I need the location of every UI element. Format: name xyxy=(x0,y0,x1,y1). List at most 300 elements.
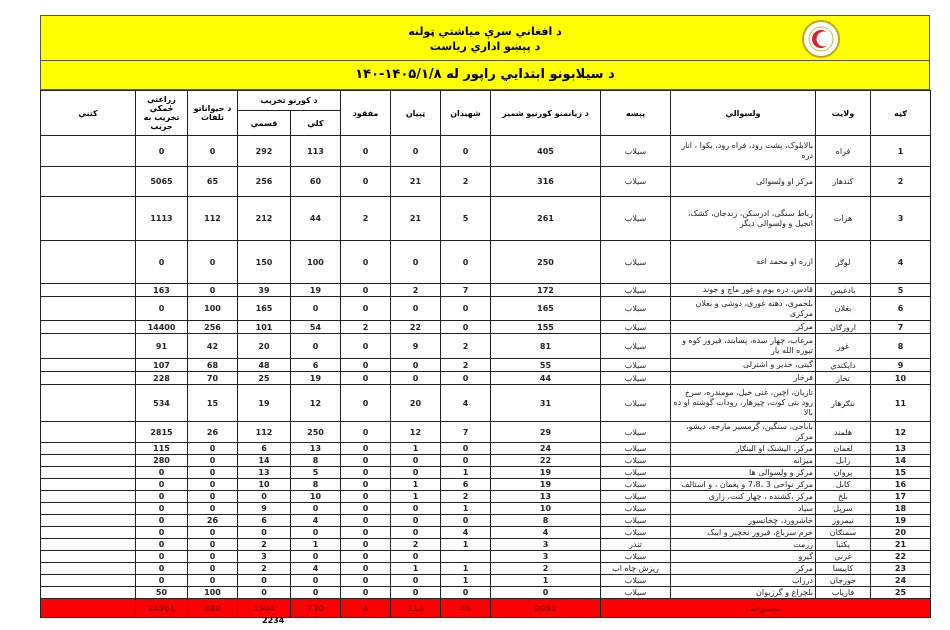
cell-n: 18 xyxy=(871,503,931,515)
cell-families: 29 xyxy=(491,422,601,443)
report-title: د سيلابونو ابتدايي راپور له ۱۴۰۵/۱/۸-۱۴۰ xyxy=(40,61,930,90)
cell-province: فاریاب xyxy=(816,587,871,599)
cell-agri: 0 xyxy=(136,503,188,515)
cell-injured: 0 xyxy=(391,575,441,587)
col-martyrs: شهيدان xyxy=(441,91,491,136)
cell-martyrs: 0 xyxy=(441,587,491,599)
cell-district: بالابلوک، پشت رود، فراه رود، بکوا ، انار دره xyxy=(671,136,816,167)
col-province: ولايت xyxy=(816,91,871,136)
table-row xyxy=(41,197,931,241)
cell-missing: 0 xyxy=(341,385,391,422)
cell-district: میزانه xyxy=(671,455,816,467)
cell-agri: 280 xyxy=(136,455,188,467)
cell-province: غور xyxy=(816,334,871,359)
cell-notes xyxy=(41,551,136,563)
cell-livestock: 26 xyxy=(188,515,238,527)
cell-families: 55 xyxy=(491,359,601,372)
cell-agri: 0 xyxy=(136,136,188,167)
cell-district: گیرو xyxy=(671,551,816,563)
total-row xyxy=(41,599,931,618)
cell-district: گیتی، خدیر و اشترلی xyxy=(671,359,816,372)
cell-full: 0 xyxy=(291,334,341,359)
cell-martyrs: 4 xyxy=(441,385,491,422)
cell-district: مرکز ،کشنده ، چهار کنت، زاری xyxy=(671,491,816,503)
cell-n: 1 xyxy=(871,136,931,167)
cell-missing: 0 xyxy=(341,167,391,197)
cell-province: لوګر xyxy=(816,241,871,284)
cell-n: 15 xyxy=(871,467,931,479)
cell-families: 81 xyxy=(491,334,601,359)
cell-injured: 2 xyxy=(391,284,441,297)
cell-n: 19 xyxy=(871,515,931,527)
cell-families: 31 xyxy=(491,385,601,422)
cell-province: کابل xyxy=(816,479,871,491)
cell-families: 250 xyxy=(491,241,601,284)
cell-partial: 19 xyxy=(238,385,291,422)
cell-full: 19 xyxy=(291,284,341,297)
total-families: 2092 xyxy=(491,599,601,618)
cell-full: 12 xyxy=(291,385,341,422)
cell-families: 44 xyxy=(491,372,601,385)
total-martyrs: 46 xyxy=(441,599,491,618)
cell-n: 5 xyxy=(871,284,931,297)
cell-partial: 13 xyxy=(238,467,291,479)
cell-families: 10 xyxy=(491,503,601,515)
cell-missing: 0 xyxy=(341,515,391,527)
cell-livestock: 100 xyxy=(188,587,238,599)
cell-missing: 2 xyxy=(341,321,391,334)
col-notes: کتني xyxy=(41,91,136,136)
cell-missing: 0 xyxy=(341,563,391,575)
red-crescent-logo-icon xyxy=(801,19,841,59)
cell-livestock: 0 xyxy=(188,575,238,587)
cell-agri: 0 xyxy=(136,527,188,539)
cell-injured: 0 xyxy=(391,503,441,515)
cell-livestock: 0 xyxy=(188,563,238,575)
cell-injured: 1 xyxy=(391,479,441,491)
cell-district: درزاب xyxy=(671,575,816,587)
cell-notes xyxy=(41,443,136,455)
table-row xyxy=(41,334,931,359)
cell-martyrs: 0 xyxy=(441,321,491,334)
table-row xyxy=(41,297,931,321)
cell-missing: 0 xyxy=(341,503,391,515)
cell-notes xyxy=(41,467,136,479)
cell-district: فرخار xyxy=(671,372,816,385)
cell-event: سیلاب xyxy=(601,167,671,197)
cell-province: بادغیس xyxy=(816,284,871,297)
cell-partial: 20 xyxy=(238,334,291,359)
cell-notes xyxy=(41,334,136,359)
cell-province: سمنګان xyxy=(816,527,871,539)
cell-full: 44 xyxy=(291,197,341,241)
cell-missing: 0 xyxy=(341,136,391,167)
cell-injured: 1 xyxy=(391,443,441,455)
cell-partial: 150 xyxy=(238,241,291,284)
cell-livestock: 0 xyxy=(188,136,238,167)
cell-partial: 10 xyxy=(238,479,291,491)
cell-injured: 9 xyxy=(391,334,441,359)
table-row xyxy=(41,503,931,515)
cell-district: رباط سنگی، ادرسکن، زندجان، کشک، انجیل و ولسوالی دیگر xyxy=(671,197,816,241)
cell-full: 5 xyxy=(291,467,341,479)
cell-full: 54 xyxy=(291,321,341,334)
col-agri: زراعتي ځمکي تخريب به جريب xyxy=(136,91,188,136)
cell-agri: 0 xyxy=(136,491,188,503)
cell-injured: 2 xyxy=(391,539,441,551)
col-number: ګڼه xyxy=(871,91,931,136)
table-row xyxy=(41,587,931,599)
cell-full: 4 xyxy=(291,563,341,575)
cell-event: سیلاب xyxy=(601,587,671,599)
table-row xyxy=(41,491,931,503)
cell-martyrs: 1 xyxy=(441,503,491,515)
cell-n: 12 xyxy=(871,422,931,443)
cell-partial: 0 xyxy=(238,587,291,599)
cell-province: لغمان xyxy=(816,443,871,455)
cell-district: خرم سرباغ، فیروز نخچیر و ایبک xyxy=(671,527,816,539)
cell-agri: 0 xyxy=(136,539,188,551)
flood-report-table xyxy=(40,90,931,618)
cell-injured: 0 xyxy=(391,372,441,385)
cell-agri: 115 xyxy=(136,443,188,455)
cell-livestock: 0 xyxy=(188,539,238,551)
cell-notes xyxy=(41,167,136,197)
cell-n: 7 xyxy=(871,321,931,334)
cell-missing: 0 xyxy=(341,479,391,491)
cell-martyrs: 7 xyxy=(441,422,491,443)
cell-families: 261 xyxy=(491,197,601,241)
cell-district: ازره او محمد اغه xyxy=(671,241,816,284)
table-row xyxy=(41,136,931,167)
cell-injured: 0 xyxy=(391,515,441,527)
cell-agri: 0 xyxy=(136,551,188,563)
cell-n: 9 xyxy=(871,359,931,372)
cell-partial: 112 xyxy=(238,422,291,443)
cell-partial: 2 xyxy=(238,539,291,551)
cell-martyrs: 5 xyxy=(441,197,491,241)
cell-notes xyxy=(41,455,136,467)
cell-agri: 91 xyxy=(136,334,188,359)
cell-injured: 22 xyxy=(391,321,441,334)
cell-province: ننګرهار xyxy=(816,385,871,422)
cell-notes xyxy=(41,491,136,503)
cell-province: کاپیسا xyxy=(816,563,871,575)
cell-province: فراه xyxy=(816,136,871,167)
cell-event: سیلاب xyxy=(601,334,671,359)
table-row xyxy=(41,527,931,539)
cell-full: 0 xyxy=(291,575,341,587)
cell-missing: 0 xyxy=(341,455,391,467)
cell-families: 1 xyxy=(491,575,601,587)
cell-livestock: 0 xyxy=(188,467,238,479)
cell-agri: 163 xyxy=(136,284,188,297)
cell-livestock: 0 xyxy=(188,284,238,297)
cell-livestock: 42 xyxy=(188,334,238,359)
cell-partial: 9 xyxy=(238,503,291,515)
total-livestock: 880 xyxy=(188,599,238,618)
cell-agri: 0 xyxy=(136,241,188,284)
cell-event: تندر xyxy=(601,539,671,551)
cell-event: سیلاب xyxy=(601,385,671,422)
cell-martyrs: 0 xyxy=(441,515,491,527)
cell-families: 2 xyxy=(491,563,601,575)
cell-n: 20 xyxy=(871,527,931,539)
cell-n: 23 xyxy=(871,563,931,575)
cell-province: کندهار xyxy=(816,167,871,197)
cell-martyrs: 2 xyxy=(441,167,491,197)
cell-full: 113 xyxy=(291,136,341,167)
cell-province: بلخ xyxy=(816,491,871,503)
cell-martyrs xyxy=(441,551,491,563)
cell-event: سیلاب xyxy=(601,136,671,167)
cell-livestock: 0 xyxy=(188,551,238,563)
cell-district: مرکز و ولسوالی ها xyxy=(671,467,816,479)
cell-notes xyxy=(41,479,136,491)
cell-partial: 165 xyxy=(238,297,291,321)
cell-full: 0 xyxy=(291,297,341,321)
cell-agri: 14400 xyxy=(136,321,188,334)
cell-families: 155 xyxy=(491,321,601,334)
cell-full: 1 xyxy=(291,539,341,551)
cell-families: 3 xyxy=(491,539,601,551)
cell-district: تازیان، اچین، غنی خیل، مومندره، سرخ رود بتی کوت، چپرهار، رودات گوشته او ده بالا xyxy=(671,385,816,422)
cell-district: مرکز xyxy=(671,321,816,334)
cell-agri: 0 xyxy=(136,563,188,575)
col-livestock: د حيواناتو تلفات xyxy=(188,91,238,136)
cell-missing: 0 xyxy=(341,491,391,503)
cell-district: مرکز xyxy=(671,563,816,575)
cell-martyrs: 0 xyxy=(441,443,491,455)
cell-livestock: 68 xyxy=(188,359,238,372)
cell-partial: 14 xyxy=(238,455,291,467)
cell-full: 0 xyxy=(291,551,341,563)
cell-martyrs: 6 xyxy=(441,479,491,491)
cell-families: 8 xyxy=(491,515,601,527)
total-notes xyxy=(41,599,136,618)
cell-injured: 0 xyxy=(391,467,441,479)
cell-full: 250 xyxy=(291,422,341,443)
cell-families: 0 xyxy=(491,587,601,599)
cell-province: جوزجان xyxy=(816,575,871,587)
department-name: د پېښو اداري رياست xyxy=(429,40,541,53)
cell-missing: 2 xyxy=(341,197,391,241)
table-row xyxy=(41,372,931,385)
cell-notes xyxy=(41,321,136,334)
cell-event: سیلاب xyxy=(601,241,671,284)
total-full: 730 xyxy=(291,599,341,618)
cell-notes xyxy=(41,422,136,443)
cell-martyrs: 0 xyxy=(441,297,491,321)
cell-event: ریزش چاه اب xyxy=(601,563,671,575)
cell-livestock: 256 xyxy=(188,321,238,334)
cell-families: 316 xyxy=(491,167,601,197)
cell-agri: 5065 xyxy=(136,167,188,197)
cell-martyrs: 1 xyxy=(441,575,491,587)
cell-n: 17 xyxy=(871,491,931,503)
cell-district: مرکز نواحی 3 ،7،8 و پغمان ، و استالف xyxy=(671,479,816,491)
cell-province: غزني xyxy=(816,551,871,563)
cell-injured: 0 xyxy=(391,136,441,167)
cell-full: 4 xyxy=(291,515,341,527)
table-row xyxy=(41,241,931,284)
cell-livestock: 0 xyxy=(188,241,238,284)
cell-notes xyxy=(41,241,136,284)
cell-livestock: 26 xyxy=(188,422,238,443)
cell-n: 10 xyxy=(871,372,931,385)
cell-missing: 0 xyxy=(341,334,391,359)
cell-agri: 0 xyxy=(136,467,188,479)
total-partial: 1504 xyxy=(238,599,291,618)
cell-district: قادس، دره بوم و غور ماچ و جوند xyxy=(671,284,816,297)
table-row xyxy=(41,359,931,372)
cell-partial: 0 xyxy=(238,527,291,539)
cell-full: 60 xyxy=(291,167,341,197)
cell-injured: 21 xyxy=(391,167,441,197)
cell-injured: 0 xyxy=(391,297,441,321)
cell-province: سرپل xyxy=(816,503,871,515)
cell-notes xyxy=(41,372,136,385)
cell-event: سیلاب xyxy=(601,359,671,372)
col-district: ولسوالي xyxy=(671,91,816,136)
cell-district: خاشرورد، چخانسور xyxy=(671,515,816,527)
cell-notes xyxy=(41,136,136,167)
cell-notes xyxy=(41,515,136,527)
cell-n: 2 xyxy=(871,167,931,197)
cell-province: هلمند xyxy=(816,422,871,443)
cell-notes xyxy=(41,587,136,599)
cell-full: 13 xyxy=(291,443,341,455)
cell-province: بغلان xyxy=(816,297,871,321)
col-families: د زيانمنو کورنيو شمير xyxy=(491,91,601,136)
cell-injured: 0 xyxy=(391,551,441,563)
table-row xyxy=(41,422,931,443)
table-row xyxy=(41,479,931,491)
cell-agri: 0 xyxy=(136,479,188,491)
cell-injured: 0 xyxy=(391,587,441,599)
table-row xyxy=(41,467,931,479)
cell-district: مرکز او ولسوالی xyxy=(671,167,816,197)
cell-partial: 6 xyxy=(238,443,291,455)
cell-missing: 0 xyxy=(341,372,391,385)
cell-partial: 0 xyxy=(238,491,291,503)
cell-notes xyxy=(41,503,136,515)
cell-families: 24 xyxy=(491,443,601,455)
cell-agri: 534 xyxy=(136,385,188,422)
cell-livestock: 0 xyxy=(188,491,238,503)
cell-families: 22 xyxy=(491,455,601,467)
total-agri: 24961 xyxy=(136,599,188,618)
cell-event: سیلاب xyxy=(601,503,671,515)
cell-province: پکتیا xyxy=(816,539,871,551)
cell-event: سیلاب xyxy=(601,422,671,443)
table-row xyxy=(41,321,931,334)
cell-full: 6 xyxy=(291,359,341,372)
cell-agri: 50 xyxy=(136,587,188,599)
total-injured: 113 xyxy=(391,599,441,618)
cell-families: 19 xyxy=(491,467,601,479)
table-row xyxy=(41,515,931,527)
cell-martyrs: 2 xyxy=(441,359,491,372)
cell-martyrs: 1 xyxy=(441,563,491,575)
cell-district: باباجی، سنگین، گرمسیر مارجه، دیشو، مرکز xyxy=(671,422,816,443)
cell-province: تخار xyxy=(816,372,871,385)
table-row xyxy=(41,385,931,422)
cell-missing: 0 xyxy=(341,575,391,587)
cell-partial: 212 xyxy=(238,197,291,241)
cell-missing: 0 xyxy=(341,359,391,372)
cell-missing: 0 xyxy=(341,587,391,599)
cell-event: سیلاب xyxy=(601,467,671,479)
cell-livestock: 0 xyxy=(188,443,238,455)
table-row xyxy=(41,167,931,197)
cell-livestock: 70 xyxy=(188,372,238,385)
cell-event: سیلاب xyxy=(601,455,671,467)
cell-notes xyxy=(41,575,136,587)
cell-n: 14 xyxy=(871,455,931,467)
cell-martyrs: 0 xyxy=(441,372,491,385)
cell-injured: 21 xyxy=(391,197,441,241)
cell-partial: 25 xyxy=(238,372,291,385)
cell-partial: 6 xyxy=(238,515,291,527)
report xyxy=(40,15,930,618)
cell-event: سیلاب xyxy=(601,479,671,491)
cell-n: 16 xyxy=(871,479,931,491)
cell-families: 405 xyxy=(491,136,601,167)
cell-martyrs: 0 xyxy=(441,241,491,284)
cell-district: مرکز، الیشنک او الینګار xyxy=(671,443,816,455)
col-houses: د کورنو تخريب xyxy=(238,91,341,111)
cell-missing: 0 xyxy=(341,422,391,443)
cell-province: نیمروز xyxy=(816,515,871,527)
cell-n: 3 xyxy=(871,197,931,241)
cell-martyrs: 2 xyxy=(441,491,491,503)
cell-agri: 107 xyxy=(136,359,188,372)
cell-missing: 0 xyxy=(341,551,391,563)
table-row xyxy=(41,455,931,467)
cell-families: 19 xyxy=(491,479,601,491)
cell-full: 8 xyxy=(291,455,341,467)
col-houses-partial: قسمي xyxy=(238,111,291,136)
cell-full: 100 xyxy=(291,241,341,284)
table-row xyxy=(41,443,931,455)
cell-full: 0 xyxy=(291,527,341,539)
cell-partial: 48 xyxy=(238,359,291,372)
col-injured: ټپيان xyxy=(391,91,441,136)
cell-livestock: 65 xyxy=(188,167,238,197)
cell-livestock: 112 xyxy=(188,197,238,241)
cell-agri: 0 xyxy=(136,575,188,587)
cell-n: 11 xyxy=(871,385,931,422)
cell-full: 8 xyxy=(291,479,341,491)
cell-event: سیلاب xyxy=(601,575,671,587)
col-houses-full: کلي xyxy=(291,111,341,136)
cell-missing: 0 xyxy=(341,297,391,321)
total-missing: 4 xyxy=(341,599,391,618)
table-row xyxy=(41,284,931,297)
col-event: پېښه xyxy=(601,91,671,136)
cell-injured: 20 xyxy=(391,385,441,422)
cell-event: سیلاب xyxy=(601,551,671,563)
cell-district: مرغاب، چهار سده، پسابند، فیروز کوه و تیوره الله یار xyxy=(671,334,816,359)
cell-partial: 0 xyxy=(238,575,291,587)
table-row xyxy=(41,563,931,575)
houses-total: 2234 xyxy=(262,616,285,625)
cell-agri: 0 xyxy=(136,297,188,321)
cell-n: 4 xyxy=(871,241,931,284)
cell-missing: 0 xyxy=(341,467,391,479)
cell-martyrs: 7 xyxy=(441,284,491,297)
